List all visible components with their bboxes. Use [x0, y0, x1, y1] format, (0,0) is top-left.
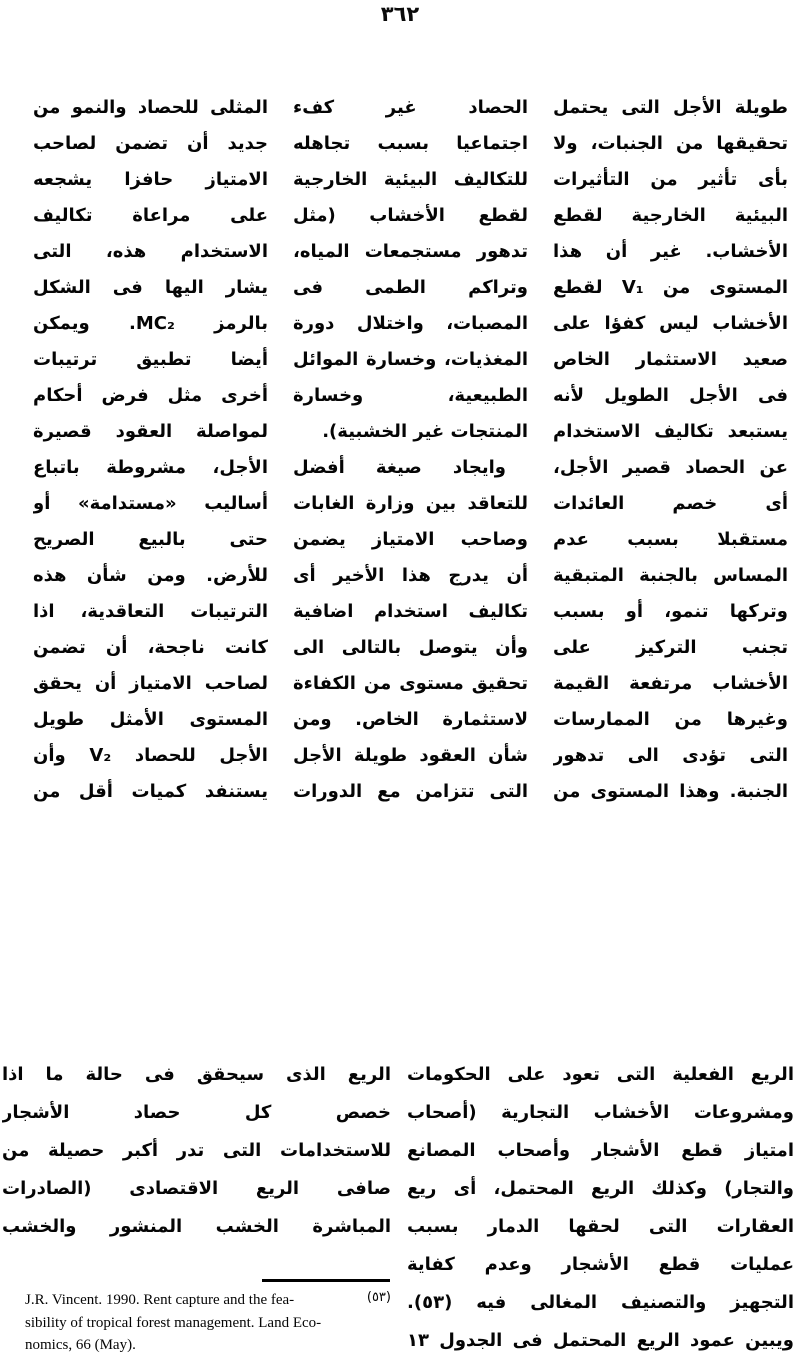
text-line: بالرمز MC₂. ويمكن — [33, 313, 268, 334]
text-line: خصص كل حصاد الأشجار — [2, 1102, 391, 1123]
text-line: صافى الريع الاقتصادى (الصادرات — [2, 1178, 391, 1199]
text-line: الأخشاب مرتفعة القيمة — [553, 673, 788, 694]
text-line: المغذيات، وخسارة الموائل — [293, 349, 528, 370]
text-line: الأجل للحصاد V₂ وأن — [33, 745, 268, 766]
text-line: شأن العقود طويلة الأجل — [293, 745, 528, 766]
text-line: صعيد الاستثمار الخاص — [553, 349, 788, 370]
text-line: يشار اليها فى الشكل — [33, 277, 268, 298]
text-line: فى الأجل الطويل لأنه — [553, 385, 788, 406]
bottom-column-left-wrap — [2, 1056, 391, 1360]
text-line: العقارات التى لحقها الدمار بسبب — [407, 1216, 794, 1237]
text-line: امتياز قطع الأشجار وأصحاب المصانع — [407, 1140, 794, 1161]
text-line: لقطع الأخشاب (مثل — [293, 205, 528, 226]
text-line: وتراكم الطمى فى — [293, 277, 528, 298]
text-line: ويبين عمود الريع المحتمل فى الجدول ١٣ — [407, 1330, 794, 1351]
text-line: أن يدرج هذا الأخير أى — [293, 565, 528, 586]
text-line: يستنفد كميات أقل من — [33, 781, 268, 802]
text-line: للتكاليف البيئية الخارجية — [293, 169, 528, 190]
text-line: طويلة الأجل التى يحتمل — [553, 97, 788, 118]
text-line: لمواصلة العقود قصيرة — [33, 421, 268, 442]
footnote-line-1 — [25, 1289, 391, 1312]
text-line: وغيرها من الممارسات — [553, 709, 788, 730]
text-line: الاستخدام هذه، التى — [33, 241, 268, 262]
footnote-separator-rule — [262, 1279, 390, 1282]
text-line: التى تتزامن مع الدورات — [293, 781, 528, 802]
text-line: المساس بالجنبة المتبقية — [553, 565, 788, 586]
text-line: والتجار) وكذلك الريع المحتمل، أى ريع — [407, 1178, 794, 1199]
text-line: لصاحب الامتياز أن يحقق — [33, 673, 268, 694]
text-line: تحقيق مستوى من الكفاءة — [293, 673, 528, 694]
footnote-line-2: sibility of tropical forest management. Land Eco- — [25, 1315, 322, 1331]
text-line: وتركها تنمو، أو بسبب — [553, 601, 788, 622]
text-line: تحقيقها من الجنبات، ولا — [553, 133, 788, 154]
text-line: الريع الذى سيحقق فى حالة ما اذا — [2, 1064, 391, 1085]
footnote-citation-text: J.R. Vincent. 1990. Rent capture and the fea- — [25, 1292, 295, 1308]
text-line: التجهيز والتصنيف المغالى فيه (٥٣). — [407, 1292, 794, 1313]
top-text-section — [32, 90, 788, 810]
text-line: أساليب «مستدامة» أو — [33, 493, 268, 514]
bottom-column-right — [407, 1056, 794, 1360]
text-line: ومشروعات الأخشاب التجارية (أصحاب — [407, 1102, 794, 1123]
text-line: أى خصم العائدات — [553, 493, 788, 514]
text-line: المستوى من V₁ لقطع — [553, 277, 788, 298]
text-line: الحصاد غير كفء — [293, 97, 528, 118]
text-line: حتى بالبيع الصريح — [33, 529, 268, 550]
top-column-middle — [293, 90, 528, 810]
text-line: الأجل، مشروطة باتباع — [33, 457, 268, 478]
top-column-right — [553, 90, 788, 810]
text-line: المنتجات غير الخشبية). — [322, 421, 528, 442]
text-line: للاستخدامات التى تدر أكبر حصيلة من — [2, 1140, 391, 1161]
text-line: المثلى للحصاد والنمو من — [33, 97, 268, 118]
text-line: عن الحصاد قصير الأجل، — [553, 457, 788, 478]
text-line: الأخشاب. غير أن هذا — [553, 241, 788, 262]
text-line: تكاليف استخدام اضافية — [293, 601, 528, 622]
text-line: كانت ناجحة، أن تضمن — [33, 637, 268, 658]
text-line: بأى تأثير من التأثيرات — [553, 169, 788, 190]
text-line: للأرض. ومن شأن هذه — [33, 565, 268, 586]
text-line: الريع الفعلية التى تعود على الحكومات — [407, 1064, 794, 1085]
text-line: وأن يتوصل بالتالى الى — [293, 637, 528, 658]
text-line: المصبات، واختلال دورة — [293, 313, 528, 334]
text-line: البيئية الخارجية لقطع — [553, 205, 788, 226]
text-line: على مراعاة تكاليف — [33, 205, 268, 226]
footnote-marker: (٥٣) — [366, 1290, 391, 1305]
text-line: مستقبلا بسبب عدم — [553, 529, 788, 550]
text-line: لاستثمارة الخاص. ومن — [293, 709, 528, 730]
text-line: تدهور مستجمعات المياه، — [293, 241, 528, 262]
text-line: المستوى الأمثل طويل — [33, 709, 268, 730]
text-line: الترتيبات التعاقدية، اذا — [33, 601, 268, 622]
text-line: وايجاد صيغة أفضل — [293, 457, 506, 478]
text-line: عمليات قطع الأشجار وعدم كفاية — [407, 1254, 794, 1275]
footnote — [25, 1279, 391, 1356]
text-line: الطبيعية، وخسارة — [293, 385, 528, 406]
footnote-line-3: nomics, 66 (May). — [25, 1337, 136, 1353]
text-line: اجتماعيا بسبب تجاهله — [293, 133, 528, 154]
text-line: أيضا تطبيق ترتيبات — [33, 349, 268, 370]
text-line: للتعاقد بين وزارة الغابات — [293, 493, 528, 514]
text-line: يستبعد تكاليف الاستخدام — [553, 421, 788, 442]
page-number: ٣٦٢ — [380, 2, 420, 26]
text-line: الامتياز حافزا يشجعه — [33, 169, 268, 190]
text-line: الجنبة. وهذا المستوى من — [553, 781, 788, 802]
bottom-text-section — [2, 1056, 794, 1360]
text-line: الأخشاب ليس كفؤا على — [553, 313, 788, 334]
text-line: وصاحب الامتياز يضمن — [293, 529, 528, 550]
text-line: تجنب التركيز على — [553, 637, 788, 658]
top-column-left — [33, 90, 268, 810]
bottom-column-left — [2, 1056, 391, 1246]
text-line: جديد أن تضمن لصاحب — [33, 133, 268, 154]
text-line: أخرى مثل فرض أحكام — [33, 385, 268, 406]
text-line: المباشرة الخشب المنشور والخشب — [2, 1216, 391, 1237]
text-line: التى تؤدى الى تدهور — [553, 745, 788, 766]
